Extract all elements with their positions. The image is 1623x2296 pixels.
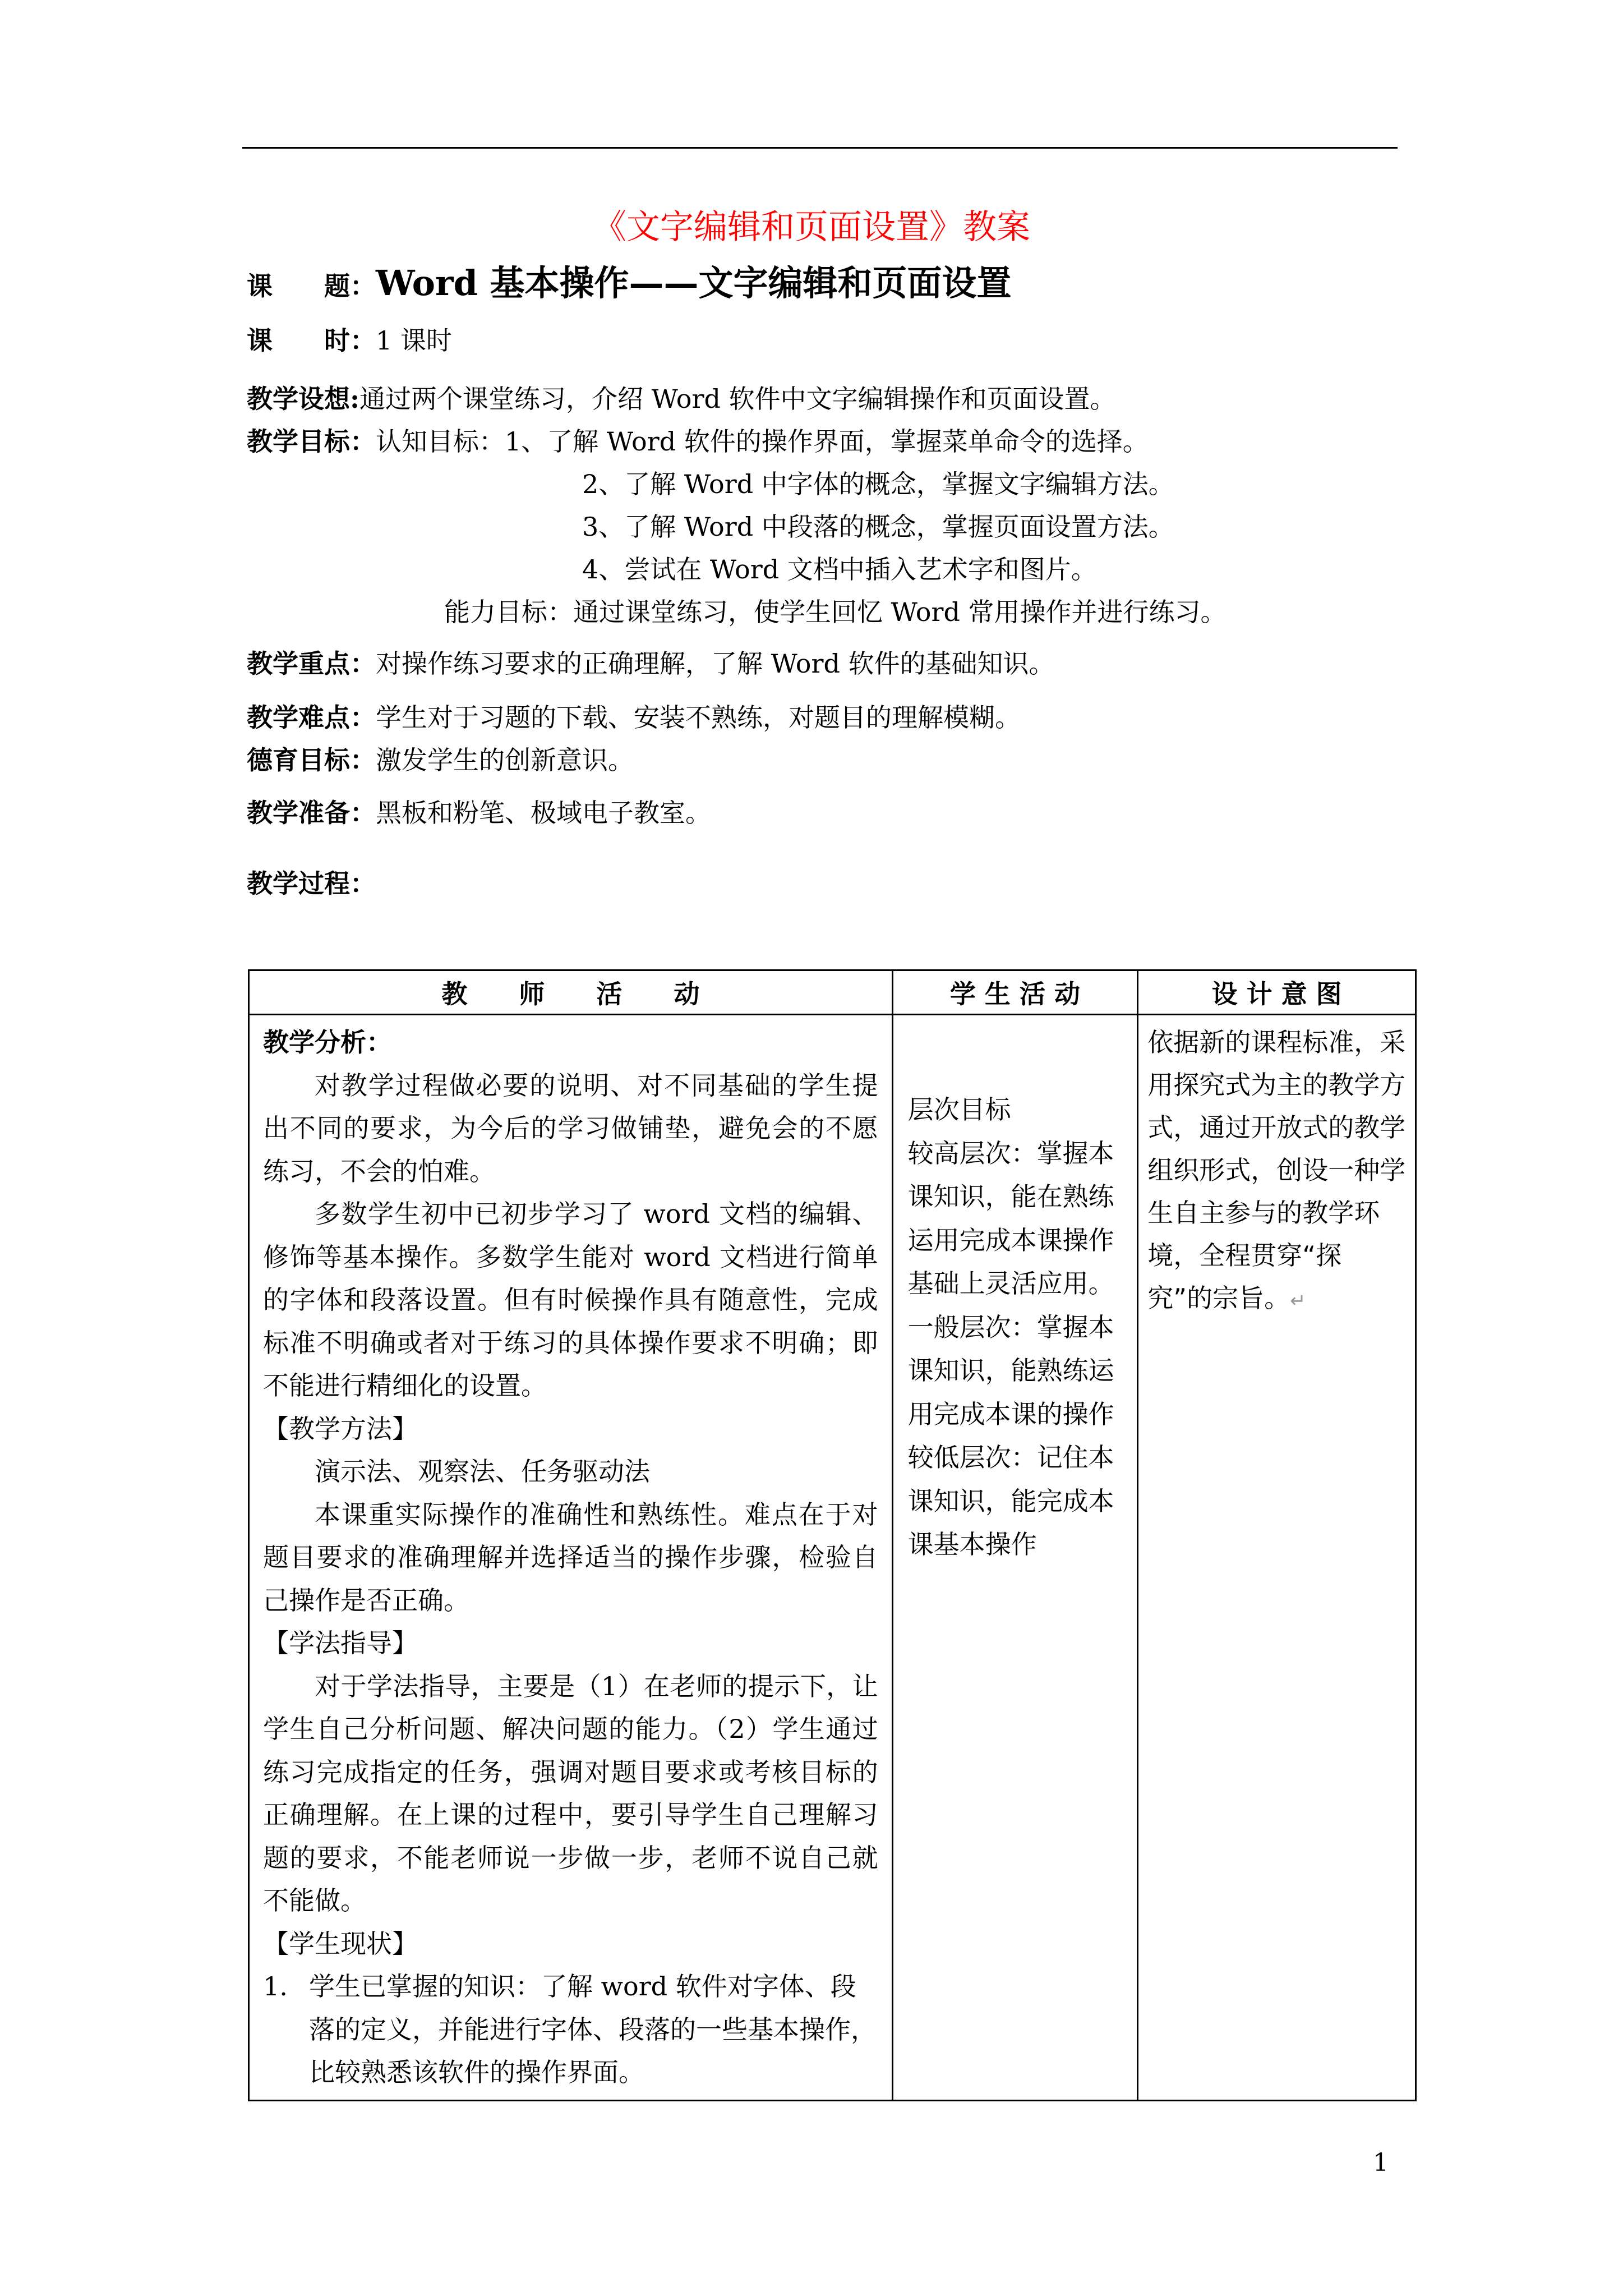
difficulties-value: 学生对于习题的下载、安装不熟练，对题目的理解模糊。 — [376, 702, 1021, 733]
analysis-heading: 教学分析： — [263, 1027, 392, 1057]
status-item-text: 学生已掌握的知识：了解 word 软件对字体、段落的定义，并能进行字体、段落的一些基本操作，比较熟悉该软件的操作界面。 — [309, 1971, 877, 2087]
preparation-row — [247, 793, 711, 832]
student-activity-cell — [892, 1015, 1138, 2101]
teacher-activity-cell — [249, 1015, 893, 2101]
teaching-process-table — [248, 969, 1417, 2101]
method-paragraph: 演示法、观察法、任务驱动法 — [315, 1456, 650, 1487]
process-label: 教学过程： — [247, 868, 376, 899]
table-header-row — [249, 970, 1416, 1015]
preparation-label: 教学准备： — [247, 798, 376, 828]
hours-row — [247, 321, 452, 360]
key-points-row — [247, 644, 1055, 683]
objective-item: 4、尝试在 Word 文档中插入艺术字和图片。 — [582, 554, 1097, 585]
ability-objective: 能力目标：通过课堂练习，使学生回忆 Word 常用操作并进行练习。 — [444, 597, 1227, 627]
student-line: 较高层次：掌握本课知识，能在熟练运用完成本课操作基础上灵活应用。 — [907, 1138, 1114, 1299]
objective-item: 3、了解 Word 中段落的概念，掌握页面设置方法。 — [582, 512, 1174, 542]
return-mark-icon: ↵ — [1290, 1290, 1306, 1312]
guide-paragraph: 对于学法指导，主要是（1）在老师的提示下，让学生自己分析问题、解决问题的能力。（2）学生通过练习完成指定的任务，强调对题目要求或考核目标的正确理解。在上课的过程中，要引导学生自己理解习题的要求，不能老师说一步做一步，老师不说自己就不能做。 — [263, 1671, 878, 1916]
student-line: 较低层次：记住本课知识，能完成本课基本操作 — [907, 1442, 1114, 1559]
design-intent-text: 依据新的课程标准，采用探究式为主的教学方式，通过开放式的教学组织形式，创设一种学生自主参与的教学环境，全程贯穿“探究”的宗旨。 — [1147, 1027, 1406, 1313]
header-rule — [242, 147, 1398, 149]
objectives-label: 教学目标： — [247, 426, 376, 457]
moral-row — [247, 740, 634, 780]
cognitive-label: 认知目标： — [376, 426, 505, 457]
key-points-value: 对操作练习要求的正确理解，了解 Word 软件的基础知识。 — [376, 648, 1055, 679]
hours-label: 课 时： — [247, 325, 376, 356]
moral-label: 德育目标： — [247, 745, 376, 775]
subject-label: 课 题： — [247, 271, 376, 301]
header-design-intent: 设 计 意 图 — [1138, 970, 1416, 1015]
difficulties-row — [247, 698, 1021, 737]
design-label: 教学设想: — [247, 384, 359, 414]
design-intent-cell — [1138, 1015, 1416, 2101]
design-row — [247, 379, 1116, 418]
guide-heading: 【学法指导】 — [263, 1628, 418, 1658]
hours-value: 1 课时 — [376, 325, 452, 356]
table-row — [249, 1015, 1416, 2101]
student-line: 一般层次：掌握本课知识，能熟练运用完成本课的操作 — [907, 1312, 1114, 1429]
method-heading: 【教学方法】 — [263, 1413, 418, 1444]
moral-value: 激发学生的创新意识。 — [376, 745, 634, 775]
analysis-paragraph: 多数学生初中已初步学习了 word 文档的编辑、修饰等基本操作。多数学生能对 word 文档进行简单的字体和段落设置。但有时候操作具有随意性，完成标准不明确或者对于练习的具体操作要求不明确；即不能进行精细化的设置。 — [263, 1199, 878, 1401]
preparation-value: 黑板和粉笔、极域电子教室。 — [376, 798, 711, 828]
status-item-number: 1. — [263, 1971, 288, 2001]
method-paragraph: 本课重实际操作的准确性和熟练性。难点在于对题目要求的准确理解并选择适当的操作步骤，检验自己操作是否正确。 — [263, 1499, 878, 1616]
status-heading: 【学生现状】 — [263, 1928, 418, 1959]
objective-item: 2、了解 Word 中字体的概念，掌握文字编辑方法。 — [582, 469, 1174, 499]
objectives-row — [247, 422, 1149, 461]
page-number: 1 — [1373, 2148, 1389, 2177]
status-list-item — [263, 1965, 878, 2094]
document-title: 《文字编辑和页面设置》教案 — [593, 208, 1030, 247]
subject-value: Word 基本操作——文字编辑和页面设置 — [376, 263, 1012, 303]
header-teacher-activity: 教 师 活 动 — [249, 970, 893, 1015]
header-student-activity: 学 生 活 动 — [892, 970, 1138, 1015]
subject-row — [247, 264, 1012, 306]
student-line: 层次目标 — [907, 1094, 1011, 1125]
objective-item: 1、了解 Word 软件的操作界面，掌握菜单命令的选择。 — [505, 426, 1149, 457]
analysis-paragraph: 对教学过程做必要的说明、对不同基础的学生提出不同的要求，为今后的学习做铺垫，避免会的不愿练习，不会的怕难。 — [263, 1070, 878, 1186]
design-value: 通过两个课堂练习，介绍 Word 软件中文字编辑操作和页面设置。 — [359, 384, 1116, 414]
key-points-label: 教学重点： — [247, 648, 376, 679]
difficulties-label: 教学难点： — [247, 702, 376, 733]
